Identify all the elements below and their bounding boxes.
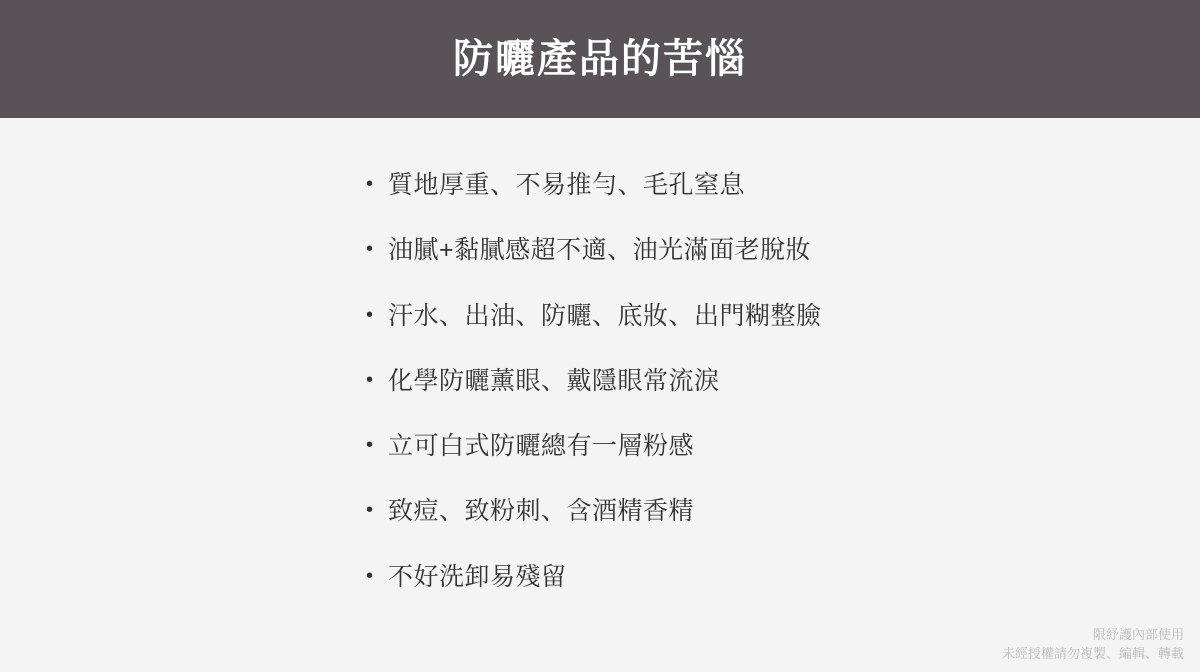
- list-item-label: 化學防曬薰眼、戴隱眼常流淚: [388, 366, 720, 395]
- list-item-label: 不好洗卸易殘留: [388, 562, 567, 591]
- bullet-dot-icon: •: [366, 238, 374, 261]
- list-item-label: 質地厚重、不易推勻、毛孔窒息: [388, 171, 746, 199]
- bullet-dot-icon: •: [366, 434, 374, 456]
- list-item: [0, 431, 1200, 462]
- list-item: [0, 235, 1200, 266]
- page-title: 防曬產品的苦惱: [453, 37, 747, 81]
- list-item-label: 油膩+黏膩感超不適、油光滿面老脫妝: [388, 236, 812, 265]
- bullet-dot-icon: •: [366, 564, 374, 587]
- bullet-dot-icon: •: [366, 368, 374, 391]
- list-item-label: 汗水、出油、防曬、底妝、出門糊整臉: [388, 301, 822, 330]
- list-item: [0, 562, 1200, 593]
- bullet-dot-icon: •: [366, 499, 374, 522]
- list-item: [0, 496, 1200, 527]
- bullet-dot-icon: •: [366, 303, 374, 326]
- slide-body: [0, 118, 1200, 672]
- footer-copyright-note: [1002, 626, 1184, 664]
- list-item: [0, 170, 1200, 201]
- list-item-label: 立可白式防曬總有一層粉感: [388, 432, 695, 460]
- list-item-label: 致痘、致粉刺、含酒精香精: [388, 497, 695, 526]
- list-item: [0, 366, 1200, 397]
- bullet-list: [0, 118, 1200, 593]
- bullet-dot-icon: •: [366, 173, 374, 195]
- footer-line-2: 未經授權請勿複製、編輯、轉載: [1001, 646, 1184, 662]
- slide-header-band: [0, 0, 1200, 118]
- footer-line-1: 限紓護內部使用: [1092, 627, 1184, 643]
- list-item: [0, 301, 1200, 332]
